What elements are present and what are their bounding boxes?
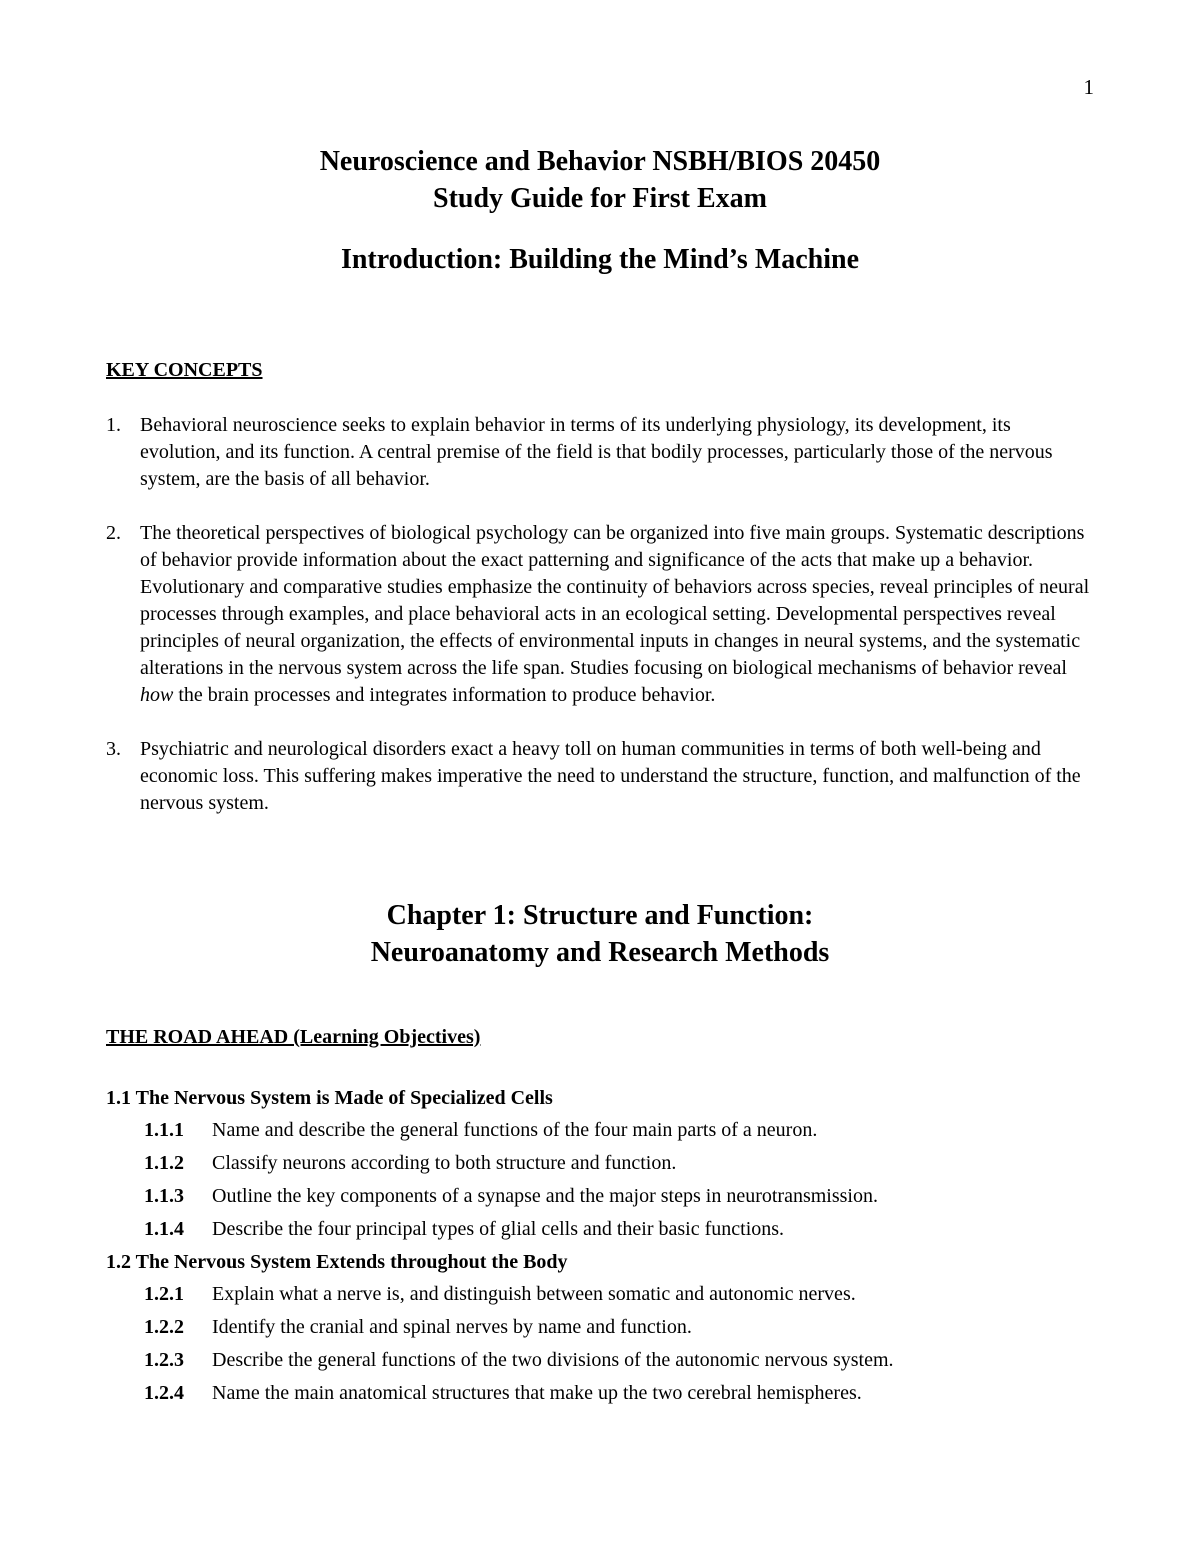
title-block [0,143,1200,278]
objective-item [106,1148,1106,1181]
objective-text: Classify neurons according to both structure and function. [212,1152,677,1174]
introduction-title: Introduction: Building the Mind’s Machine [340,244,860,275]
objective-text: Name the main anatomical structures that make up the two cerebral hemispheres. [212,1382,862,1404]
objective-item [106,1181,1106,1214]
objective-text: Identify the cranial and spinal nerves by name and function. [212,1316,692,1338]
objective-text: Outline the key components of a synapse and the major steps in neurotransmission. [212,1185,878,1207]
key-concept-text: Behavioral neuroscience seeks to explain behavior in terms of its underlying physiology, its development, its evolution, and its function. A central premise of the field is that bodily processes, particularly those of the nervous system, are the basis of all behavior. [140,414,1053,490]
objective-number: 1.2.3 [144,1349,184,1371]
key-concept-number: 1. [106,414,121,436]
key-concepts-heading: KEY CONCEPTS [106,359,263,381]
objective-group-title: 1.1 The Nervous System is Made of Specialized Cells [106,1087,553,1109]
guide-title: Study Guide for First Exam [433,183,767,214]
road-ahead-heading: THE ROAD AHEAD (Learning Objectives) [106,1026,481,1048]
objective-item [106,1312,1106,1345]
objective-item [106,1279,1106,1312]
key-concept-item [106,412,1096,493]
course-title: Neuroscience and Behavior NSBH/BIOS 20450 [319,146,881,177]
objective-item [106,1378,1106,1411]
objective-number: 1.2.1 [144,1283,184,1305]
key-concept-item [106,736,1096,817]
key-concept-number: 2. [106,522,121,544]
page-number: 1 [1083,75,1094,99]
objective-number: 1.2.4 [144,1382,184,1404]
key-concept-item [106,520,1096,709]
objective-item [106,1345,1106,1378]
chapter-title: Chapter 1: Structure and Function: [386,900,814,931]
objective-number: 1.1.2 [144,1152,184,1174]
objective-text: Explain what a nerve is, and distinguish between somatic and autonomic nerves. [212,1283,856,1305]
key-concept-text-part: the brain processes and integrates information to produce behavior. [173,684,716,706]
chapter-title-block [0,897,1200,971]
objective-text: Describe the four principal types of glial cells and their basic functions. [212,1218,785,1240]
learning-objectives [106,1083,1106,1411]
objective-group-title: 1.2 The Nervous System Extends throughout the Body [106,1251,568,1273]
key-concept-text-part: The theoretical perspectives of biological psychology can be organized into five main groups. Systematic descriptions of behavior provide information about the exact patterning and significance of the acts that make up a behavior. Evolutionary and comparative studies emphasize the continuity of behaviors across species, reveal principles of neural processes through examples, and place behavioral acts in an ecological setting. Developmental perspectives reveal principles of neural organization, the effects of environmental inputs in changes in neural systems, and the systematic alterations in the nervous system across the life span. Studies focusing on biological mechanisms of behavior reveal [140,522,1090,679]
objective-text: Name and describe the general functions of the four main parts of a neuron. [212,1119,818,1141]
key-concept-text: Psychiatric and neurological disorders exact a heavy toll on human communities in terms of both well-being and economic loss. This suffering makes imperative the need to understand the structure, function, and malfunction of the nervous system. [140,738,1081,814]
chapter-subtitle: Neuroanatomy and Research Methods [370,937,830,968]
objective-item [106,1214,1106,1247]
key-concept-number: 3. [106,738,121,760]
objective-item [106,1115,1106,1148]
key-concept-emphasis: how [140,684,174,706]
objective-number: 1.1.4 [144,1218,184,1240]
objective-number: 1.2.2 [144,1316,184,1338]
objective-text: Describe the general functions of the two divisions of the autonomic nervous system. [212,1349,894,1371]
objective-number: 1.1.3 [144,1185,184,1207]
objective-number: 1.1.1 [144,1119,184,1141]
key-concepts-list [106,412,1096,844]
